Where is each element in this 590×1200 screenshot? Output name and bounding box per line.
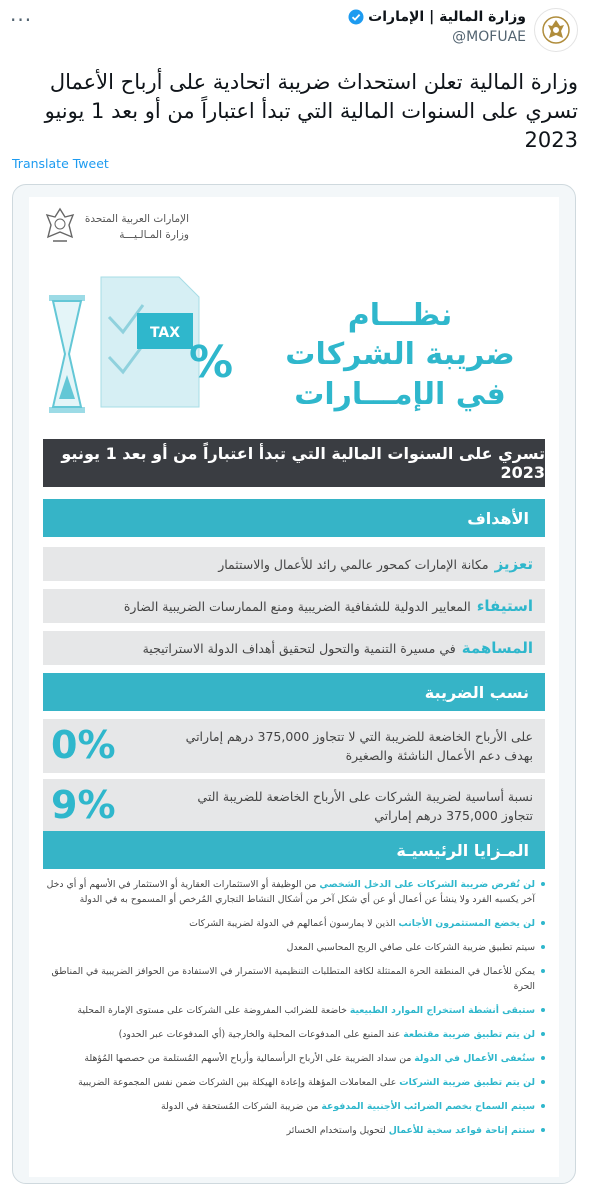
hero-title: [255, 297, 545, 415]
feature-text: لتحويل واستخدام الخسائر: [286, 1125, 386, 1136]
tax-rate-percent: 0%: [51, 723, 116, 767]
effective-date-banner: تسري على السنوات المالية التي تبدأ اعتباراً من أو بعد 1 يونيو 2023: [43, 439, 545, 487]
display-name-row: [348, 9, 526, 25]
feature-item: [39, 1075, 545, 1090]
feature-text: من الوظيفة أو الاستثمارات العقارية أو الاستثمار في الأسهم أو أي دخل آخر يكسبه الفرد ولا ينشأ عن أعمال أو عن أي شكل آخر من أشكال النشاط التجاري المُرخص أو المسموح به في الدولة: [46, 879, 535, 905]
goal-item: [43, 631, 545, 665]
feature-item: [39, 1003, 545, 1018]
tax-rates-section-header: نسب الضريبة: [43, 673, 545, 711]
ministry-logo: [39, 207, 189, 259]
feature-text: خاضعة للضرائب المفروضة على الشركات على مستوى الإمارة المحلية: [77, 1005, 347, 1016]
ministry-name-text: وزارة المـالـيـــة: [119, 229, 189, 241]
percent-icon: [189, 337, 233, 388]
ministry-country-text: الإمارات العربية المتحدة: [84, 213, 189, 225]
account-names: [348, 9, 526, 45]
feature-key: ستبقى أنشطة استخراج الموارد الطبيعية: [349, 1005, 535, 1016]
translate-tweet-link[interactable]: Translate Tweet: [12, 156, 109, 171]
feature-key: ستُعفى الأعمال في الدولة: [414, 1053, 535, 1064]
tax-illustration: [39, 257, 249, 427]
more-options-icon[interactable]: ···: [10, 8, 33, 32]
tax-rate-percent: 9%: [51, 783, 116, 827]
tax-document-icon: [101, 277, 199, 407]
feature-item: [39, 1123, 545, 1138]
tax-rate-description: نسبة أساسية لضريبة الشركات على الأرباح الخاضعة للضريبة التي تتجاوز 375,000 درهم إماراتي: [197, 789, 533, 823]
feature-key: لن تُفرض ضريبة الشركات على الدخل الشخصي: [319, 879, 535, 890]
tweet-text: وزارة المالية تعلن استحداث ضريبة اتحادية على أرباح الأعمال تسري على السنوات المالية التي تبدأ اعتباراً من أو بعد 1 يونيو 2023: [44, 70, 578, 152]
goals-section-header: الأهداف: [43, 499, 545, 537]
feature-key: لن يتم تطبيق ضريبة الشركات: [399, 1077, 535, 1088]
goal-item: [43, 589, 545, 623]
goal-key: المساهمة: [461, 639, 533, 657]
goal-key: استيفاء: [476, 597, 533, 615]
account-handle[interactable]: @MOFUAE: [452, 29, 526, 45]
feature-item: [39, 1099, 545, 1114]
tax-rate-description: على الأرباح الخاضعة للضريبة التي لا تتجاوز 375,000 درهم إماراتي بهدف دعم الأعمال الناشئة والصغيرة: [185, 729, 533, 763]
hero-title-line2: ضريبة الشركات: [285, 337, 515, 372]
display-name[interactable]: وزارة المالية | الإمارات: [368, 9, 526, 25]
goal-key: تعزيز: [494, 555, 533, 573]
feature-text: من سداد الضريبة على الأرباح الرأسمالية وأرباح الأسهم المُستلمة من حصصها المُؤهلة: [84, 1053, 412, 1064]
avatar[interactable]: [534, 8, 578, 52]
uae-falcon-emblem-icon: [43, 207, 77, 247]
features-section-header: المـزايا الرئيسيـة: [43, 831, 545, 869]
goal-text: المعايير الدولية للشفافية الضريبية ومنع الممارسات الضريبية الضارة: [123, 598, 471, 614]
hero-title-line1: نظـــام: [347, 298, 453, 333]
goal-text: مكانة الإمارات كمحور عالمي رائد للأعمال والاستثمار: [218, 556, 489, 572]
feature-item: [39, 916, 545, 931]
verified-badge-icon: [348, 9, 364, 25]
tax-label: TAX: [149, 325, 181, 341]
goal-text: في مسيرة التنمية والتحول لتحقيق أهداف الدولة الاستراتيجية: [142, 640, 456, 656]
feature-key: لن يخضع المستثمرون الأجانب: [398, 918, 535, 929]
feature-text: الذين لا يمارسون أعمالهم في الدولة لضريبة الشركات: [189, 918, 396, 929]
feature-text: عند المنبع على المدفوعات المحلية والخارجية (أي المدفوعات عبر الحدود): [118, 1029, 401, 1040]
feature-item: [39, 1051, 545, 1066]
feature-text: يمكن للأعمال في المنطقة الحرة الممتثلة لكافة المتطلبات التنظيمية الاستمرار في الاستفادة من الحوافز الضريبية في المناطق الحرة: [51, 966, 535, 992]
svg-text:%: %: [188, 337, 234, 388]
feature-item: [39, 1027, 545, 1042]
goal-item: [43, 547, 545, 581]
feature-item: [39, 877, 545, 907]
tax-poster: [29, 197, 559, 1177]
feature-text: سيتم تطبيق ضريبة الشركات على صافي الربح المحاسبي المعدل: [286, 942, 535, 953]
feature-key: سيتم السماح بخصم الضرائب الأجنبية المدفوعة: [321, 1101, 535, 1112]
feature-key: لن يتم تطبيق ضريبة مقتطعة: [403, 1029, 535, 1040]
tweet-header: [10, 6, 578, 52]
feature-text: على المعاملات المؤهلة وإعادة الهيكلة بين الشركات ضمن نفس المجموعة الضريبية: [78, 1077, 397, 1088]
feature-item: [39, 964, 545, 994]
tax-rate-item: [43, 719, 545, 773]
tweet-media[interactable]: [12, 184, 576, 1184]
tax-rate-item: [43, 779, 545, 833]
features-list: [39, 877, 545, 1147]
feature-item: [39, 940, 545, 955]
uae-emblem-icon: [541, 15, 571, 45]
hourglass-icon: [49, 295, 85, 413]
hero-title-line3: في الإمـــارات: [294, 377, 506, 412]
feature-key: ستتم إتاحة قواعد سخية للأعمال: [388, 1125, 535, 1136]
feature-text: من ضريبة الشركات المُستحقة في الدولة: [160, 1101, 319, 1112]
